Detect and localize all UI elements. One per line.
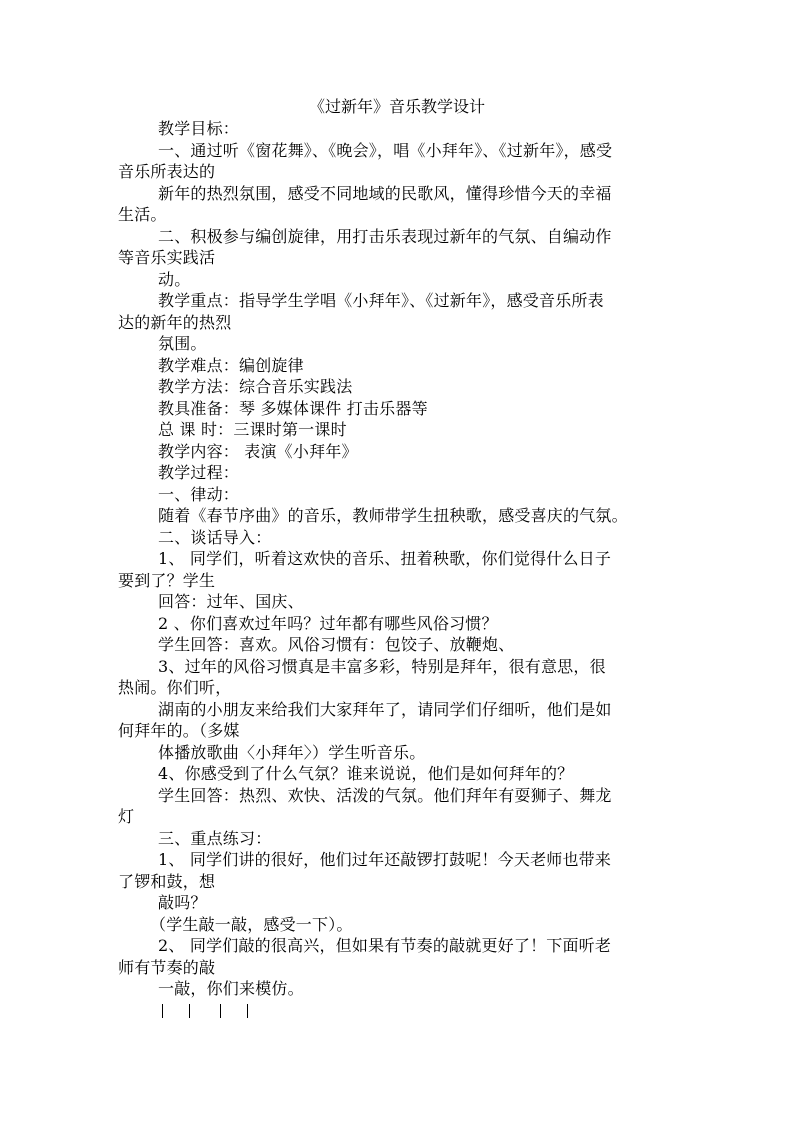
body-line: 一、律动： <box>158 484 240 504</box>
body-line: 了锣和鼓，想 <box>118 871 216 891</box>
body-line: 热闹。你们听， <box>118 678 232 697</box>
body-line: 学生回答：热烈、欢快、活泼的气氛。他们拜年有耍狮子、舞龙 <box>158 785 612 805</box>
body-line: 学生回答：喜欢。风俗习惯有：包饺子、放鞭炮、 <box>158 635 515 654</box>
body-line: 3、过年的风俗习惯真是丰富多彩，特别是拜年，很有意思，很 <box>158 656 606 676</box>
body-line: 回答：过年、国庆、 <box>158 592 304 611</box>
body-line: 要到了？学生 <box>118 570 216 590</box>
body-line: 教学目标： <box>158 119 240 138</box>
body-line: 三、重点练习： <box>158 828 272 848</box>
body-line: 1、 同学们讲的很好，他们过年还敲锣打鼓呢！今天老师也带来 <box>158 850 612 869</box>
body-line: 一敲，你们来模仿。 <box>158 979 304 998</box>
body-line: 2 、你们喜欢过年吗？过年都有哪些风俗习惯？ <box>158 613 498 633</box>
body-line: 二、积极参与编创旋律，用打击乐表现过新年的气氛、自编动作 <box>158 226 612 246</box>
body-line: 教学内容： 表演《小拜年》 <box>158 441 358 461</box>
rhythm-bar-mark <box>220 1004 221 1018</box>
body-line: 动。 <box>158 269 191 289</box>
body-line: 总 课 时：三课时第一课时 <box>158 420 347 439</box>
rhythm-bars <box>118 1000 678 1022</box>
body-line: 教学方法：综合音乐实践法 <box>158 377 353 396</box>
body-line: 随着《春节序曲》的音乐，教师带学生扭秧歌，感受喜庆的气氛。 <box>158 506 628 525</box>
body-line: 新年的热烈氛围，感受不同地域的民歌风，懂得珍惜今天的幸福 <box>158 183 612 203</box>
body-line: 达的新年的热烈 <box>118 312 232 332</box>
body-line: 1、 同学们，听着这欢快的音乐、扭着秧歌，你们觉得什么日子 <box>158 549 612 568</box>
body-line: （学生敲一敲，感受一下）。 <box>150 914 353 934</box>
body-line: 教学过程： <box>158 463 240 482</box>
body-line: 师有节奏的敲 <box>118 957 216 977</box>
body-line: 等音乐实践活 <box>118 248 216 267</box>
body-line: 生活。 <box>118 205 167 224</box>
body-line: 教学难点：编创旋律 <box>158 355 304 375</box>
body-line: 敲吗？ <box>158 893 207 912</box>
body-line: 二、谈话导入： <box>158 527 272 547</box>
body-line: 2、 同学们敲的很高兴，但如果有节奏的敲就更好了！下面听老 <box>158 936 612 955</box>
document-body <box>118 118 678 1021</box>
rhythm-bar-mark <box>189 1004 190 1018</box>
rhythm-bar-mark <box>247 1004 248 1018</box>
body-line: 氛围。 <box>158 334 207 353</box>
body-line: 一、通过听《窗花舞》、《晚会》，唱《小拜年》、《过新年》，感受 <box>158 140 613 160</box>
body-line: 灯 <box>118 807 135 826</box>
body-line: 体播放歌曲〈小拜年〉）学生听音乐。 <box>158 742 426 762</box>
body-line: 4、你感受到了什么气氛？谁来说说，他们是如何拜年的？ <box>158 764 574 783</box>
body-line: 教具准备：琴 多媒体课件 打击乐器等 <box>158 398 428 418</box>
body-line: 何拜年的。（多媒 <box>118 721 240 740</box>
document-title: 《过新年》音乐教学设计 <box>308 97 485 116</box>
body-line: 湖南的小朋友来给我们大家拜年了，请同学们仔细听，他们是如 <box>158 699 612 719</box>
body-line: 教学重点：指导学生学唱《小拜年》、《过新年》，感受音乐所表 <box>158 291 604 310</box>
rhythm-bar-mark <box>162 1004 163 1018</box>
body-line: 音乐所表达的 <box>118 162 216 181</box>
